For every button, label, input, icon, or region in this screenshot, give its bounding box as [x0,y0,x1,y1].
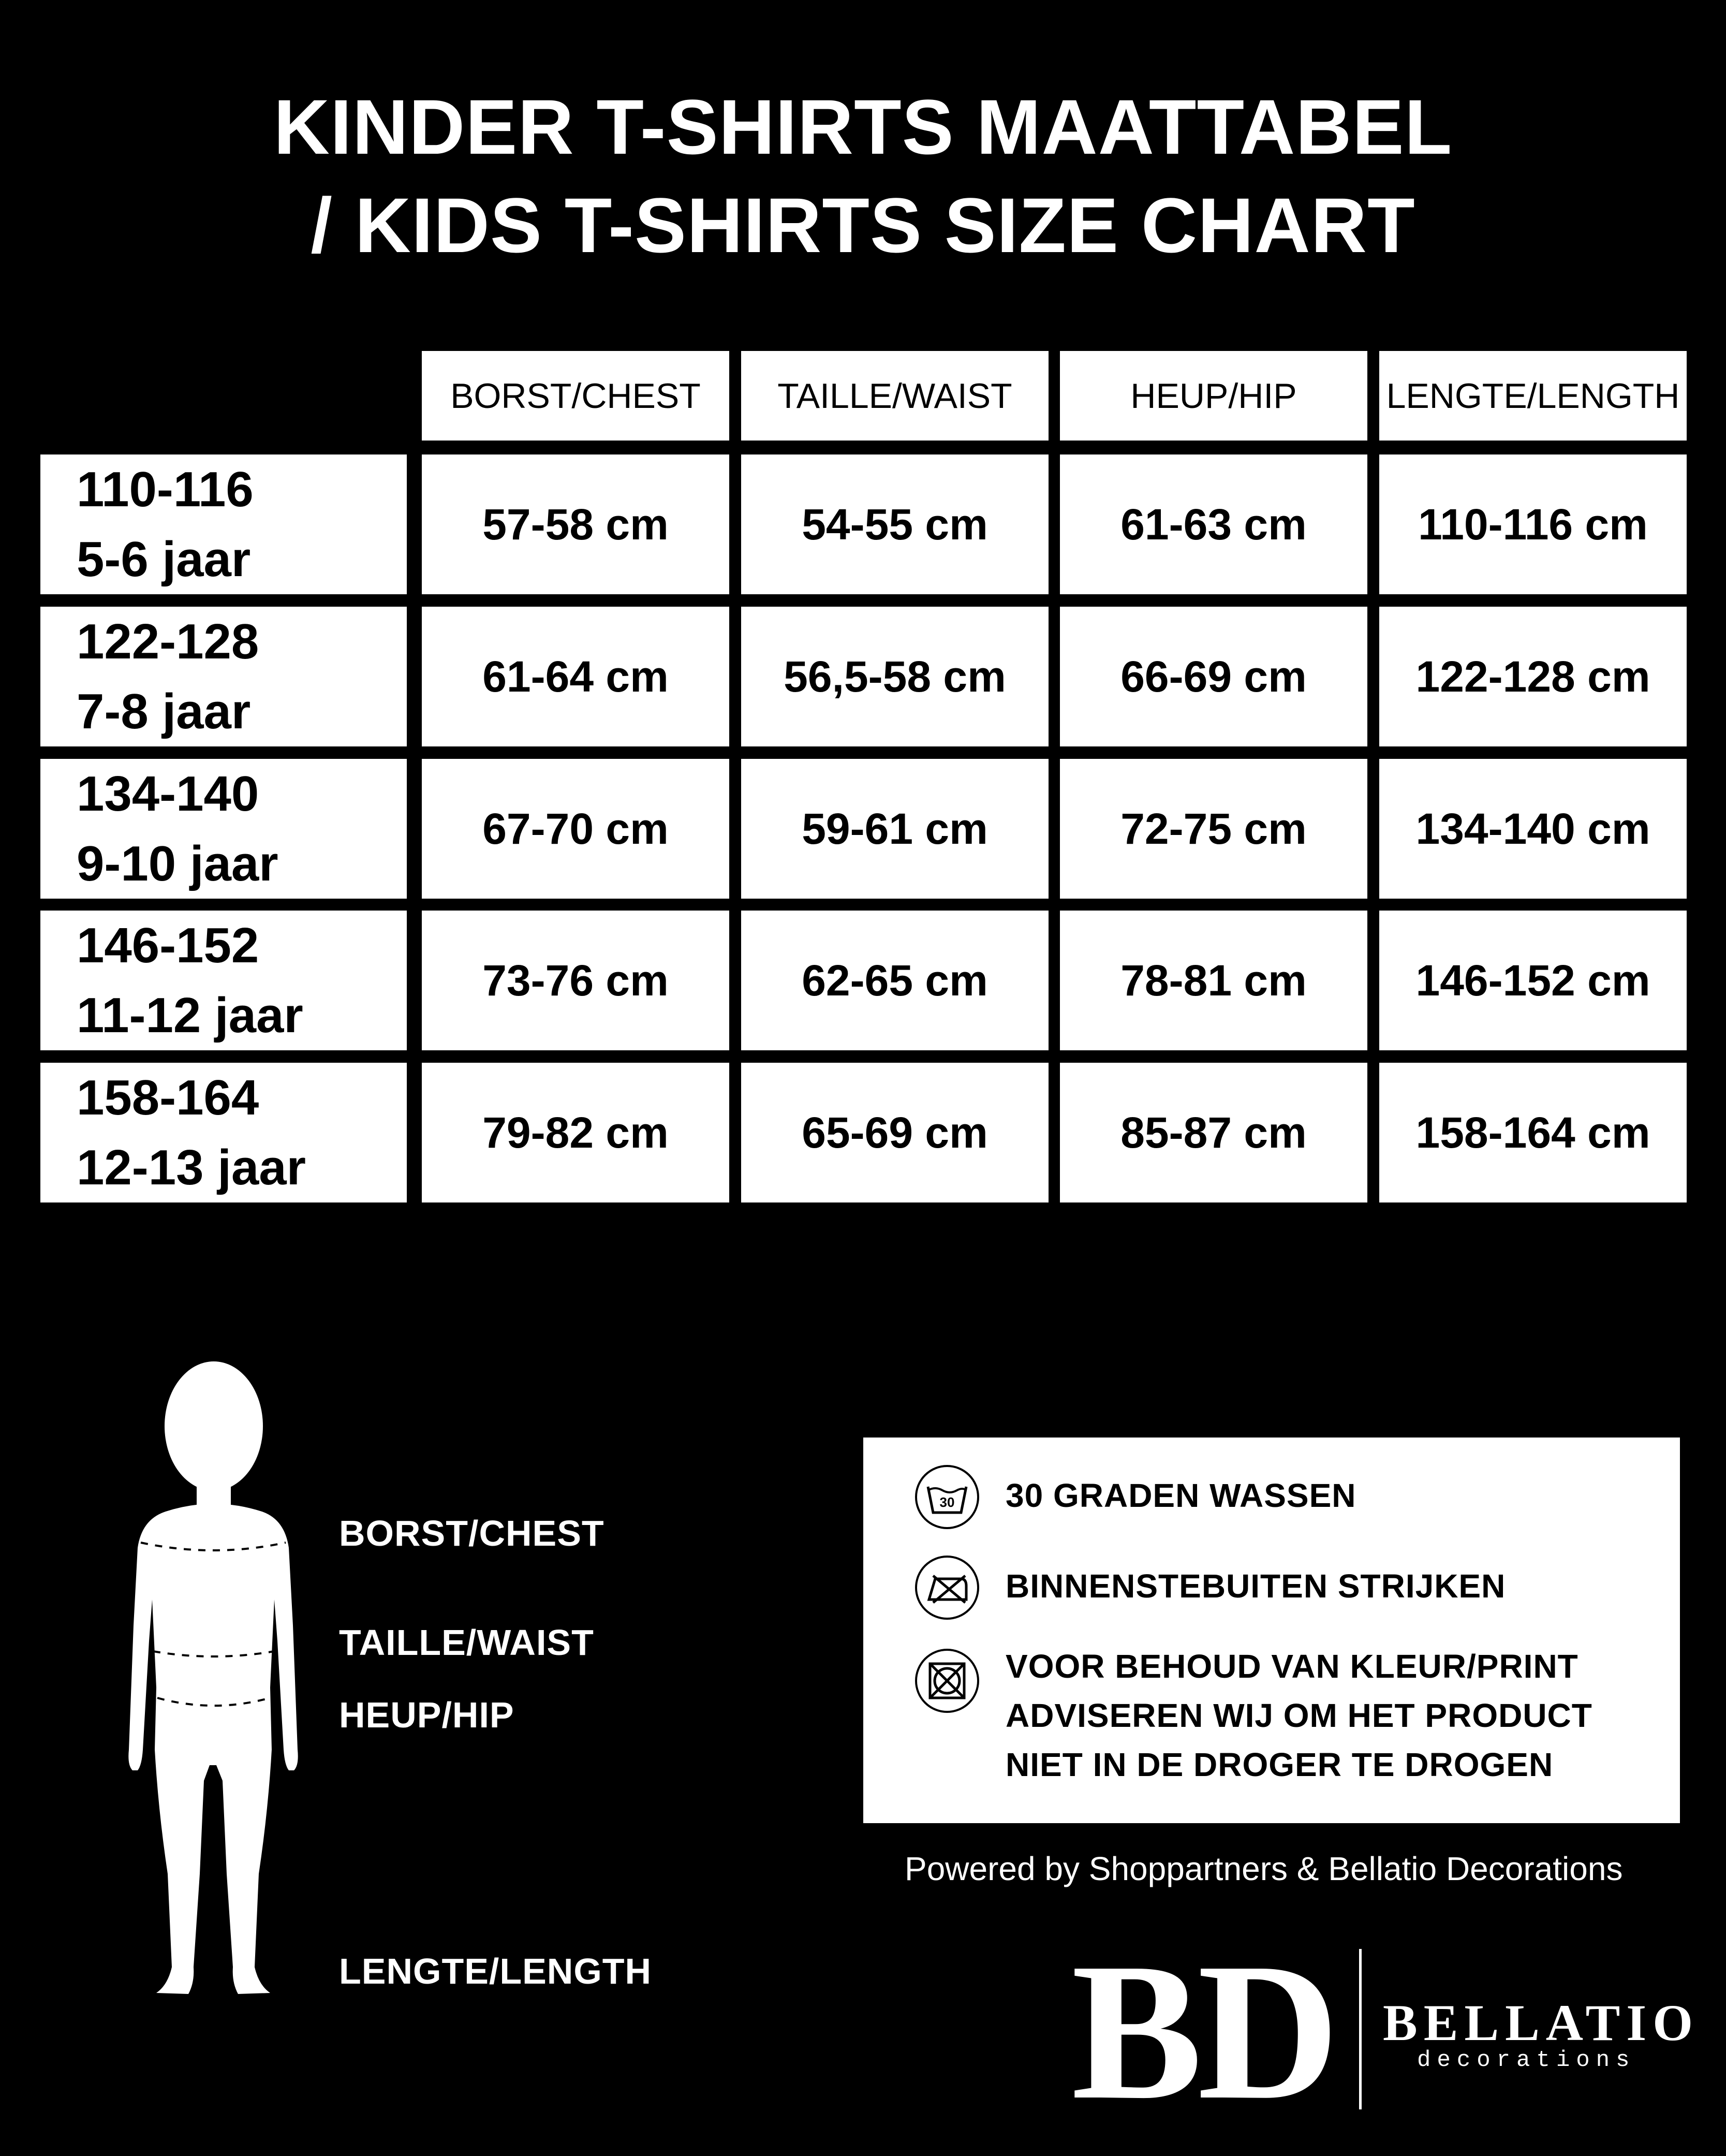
iron-inside-out-icon [913,1554,981,1621]
header-length: LENGTE/LENGTH [1379,351,1687,441]
age-range: 12-13 jaar [77,1140,306,1195]
length-value: 146-152 cm [1379,911,1687,1050]
chest-value: 57-58 cm [422,454,729,594]
care-dryer-line-3: NIET IN DE DROGER TE DROGEN [1006,1746,1554,1783]
care-dryer-line-2: ADVISEREN WIJ OM HET PRODUCT [1006,1697,1592,1734]
legend-hip-label: HEUP/HIP [339,1695,514,1735]
care-dryer-line-1: VOOR BEHOUD VAN KLEUR/PRINT [1006,1648,1579,1685]
legend-chest-label: BORST/CHEST [339,1513,604,1553]
length-value: 134-140 cm [1379,759,1687,899]
waist-value: 54-55 cm [741,454,1049,594]
care-instructions-box [863,1438,1680,1823]
no-tumble-dry-icon [913,1647,981,1714]
logo-name: BELLATIO [1383,1994,1699,2051]
size-range: 146-152 [77,918,259,973]
chest-value: 79-82 cm [422,1063,729,1202]
legend-waist-label: TAILLE/WAIST [339,1622,594,1663]
hip-value: 85-87 cm [1060,1063,1367,1202]
powered-by-text: Powered by Shoppartners & Bellatio Decorations [905,1850,1623,1887]
row-label [40,759,407,899]
hip-value: 78-81 cm [1060,911,1367,1050]
logo-divider [1359,1949,1362,2109]
length-value: 110-116 cm [1379,454,1687,594]
age-range: 5-6 jaar [77,532,251,587]
chest-value: 67-70 cm [422,759,729,899]
age-range: 7-8 jaar [77,684,251,739]
waist-value: 62-65 cm [741,911,1049,1050]
row-label [40,607,407,746]
waist-value: 56,5-58 cm [741,607,1049,746]
logo-monogram: BD [1071,1923,1334,2140]
length-value: 158-164 cm [1379,1063,1687,1202]
hip-value: 66-69 cm [1060,607,1367,746]
waist-value: 65-69 cm [741,1063,1049,1202]
waist-value: 59-61 cm [741,759,1049,899]
care-dryer-text [1006,1642,1592,1790]
wash-30-icon [913,1463,981,1531]
header-waist: TAILLE/WAIST [741,351,1049,441]
age-range: 9-10 jaar [77,836,278,891]
age-range: 11-12 jaar [77,988,303,1043]
row-label [40,454,407,594]
care-iron-label: BINNENSTEBUITEN STRIJKEN [1006,1567,1506,1605]
size-range: 122-128 [77,614,259,669]
size-range: 158-164 [77,1070,259,1125]
title-line-1: KINDER T-SHIRTS MAATTABEL [273,83,1453,170]
child-silhouette-icon [104,1356,321,2003]
header-hip: HEUP/HIP [1060,351,1367,441]
length-value: 122-128 cm [1379,607,1687,746]
header-chest: BORST/CHEST [422,351,729,441]
care-wash-label: 30 GRADEN WASSEN [1006,1477,1356,1514]
row-label [40,1063,407,1202]
chest-value: 73-76 cm [422,911,729,1050]
page-title [0,78,1726,274]
legend-length-label: LENGTE/LENGTH [339,1951,652,1991]
wash-temperature: 30 [939,1494,955,1510]
hip-value: 72-75 cm [1060,759,1367,899]
size-range: 110-116 [77,462,254,517]
title-line-2: / KIDS T-SHIRTS SIZE CHART [311,182,1415,269]
logo-subtitle: decorations [1417,2047,1636,2073]
hip-value: 61-63 cm [1060,454,1367,594]
row-label [40,911,407,1050]
size-range: 134-140 [77,766,259,822]
chest-value: 61-64 cm [422,607,729,746]
